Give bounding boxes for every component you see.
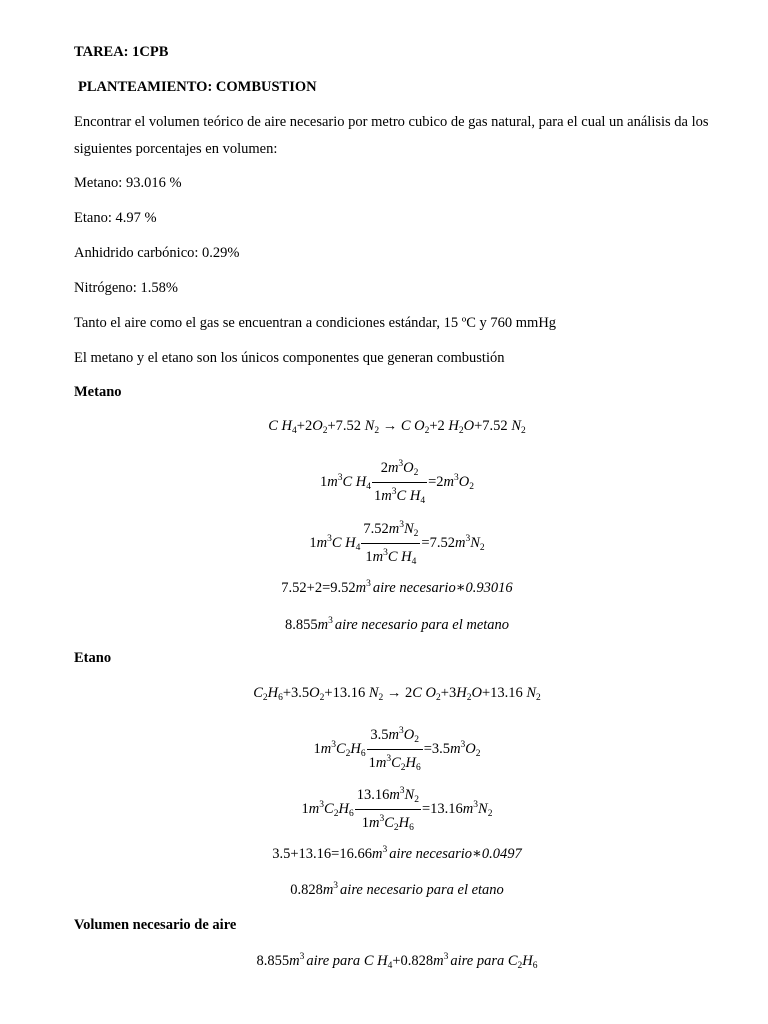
- intro-paragraph: Encontrar el volumen teórico de aire necesario por metro cubico de gas natural, para el cual un análisis da los siguientes porcentajes en volumen:: [74, 114, 709, 157]
- conditions-text: Tanto el aire como el gas se encuentran a condiciones estándar, 15 ºC y 760 mmHg: [74, 315, 557, 331]
- etano-air-result-tail: aire necesario para el etano: [340, 882, 504, 898]
- etano-air-result-equation: $0.828m^3$ aire necesario para el etano: [290, 881, 504, 898]
- subtitle-value: : COMBUSTION: [207, 79, 317, 95]
- etano-air-result-value: 0.828: [290, 882, 323, 898]
- etano-oxygen-ratio-equation: $1m^3C_2H_6$ $\frac{3.5m^3O_2}{1m^3C_2H_6}$ $=3.5m^3O_2$: [0, 722, 768, 777]
- total-air-metano-value: 8.855: [256, 953, 290, 969]
- subtitle-label: PLANTEAMIENTO: [78, 79, 208, 95]
- section-etano-heading: Etano: [74, 650, 112, 666]
- section-total-heading: Volumen necesario de aire: [74, 917, 237, 933]
- document-subtitle: [78, 79, 317, 96]
- total-air-etano-value: 0.828: [400, 953, 434, 969]
- etano-reaction-equation: $C_2H_6+3.5O_2+13.16$ $N_2 \to 2C$ $O_2+3H_2O+13.16$ $N_2$: [253, 685, 541, 703]
- component-metano: Metano: 93.016 %: [74, 175, 182, 191]
- metano-air-result-value: 8.855: [284, 617, 318, 633]
- metano-air-result-equation: $8.855m^3$ aire necesario para el metano: [284, 616, 510, 633]
- total-air-metano-tail: aire para: [306, 953, 364, 969]
- metano-reaction-equation: C $H_4+2O_2+7.52$ $N_2 \to C$ $O_2+2$ $H_2O+7.52$ $N_2$: [268, 418, 526, 436]
- document-title: TAREA: 1CPB: [74, 44, 169, 60]
- metano-air-sum: 7.52+2=9.52: [281, 580, 356, 596]
- metano-oxygen-ratio-equation: $1m^3C$ $H_4$ $\frac{2m^3O_2}{1m^3C H_4}$ $=2m^3O_2$: [0, 455, 768, 510]
- metano-air-sum-equation: $7.52+2=9.52m^3$ aire necesario∗0.93016: [281, 579, 513, 596]
- total-air-etano-tail: aire para: [450, 953, 508, 969]
- component-etano: Etano: 4.97 %: [74, 210, 157, 226]
- note-text: El metano y el etano son los únicos componentes que generan combustión: [74, 350, 505, 366]
- metano-air-result-tail: aire necesario para el metano: [334, 617, 510, 633]
- component-nitrogeno: Nitrógeno: 1.58%: [74, 280, 178, 296]
- metano-air-sum-tail: aire necesario∗0.93016: [372, 580, 513, 596]
- metano-nitrogen-ratio-equation: $1m^3C$ $H_4$ $\frac{7.52m^3N_2}{1m^3C H_4}$ $=7.52m^3N_2$: [0, 516, 768, 571]
- section-metano-heading: Metano: [74, 384, 122, 400]
- etano-air-sum-equation: $3.5+13.16=16.66m^3$ aire necesario∗0.0497: [272, 845, 522, 862]
- etano-nitrogen-ratio-equation: $1m^3C_2H_6$ $\frac{13.16m^3N_2}{1m^3C_2H_6}$ $=13.16m^3N_2$: [0, 782, 768, 837]
- etano-air-sum: 3.5+13.16=16.66: [272, 846, 372, 862]
- total-air-equation: $8.855m^3$ aire para C $H_4+0.828m^3$ aire para $C_2H_6$: [256, 952, 538, 971]
- etano-air-sum-tail: aire necesario∗0.0497: [389, 846, 522, 862]
- component-anhidrido: Anhidrido carbónico: 0.29%: [74, 245, 240, 261]
